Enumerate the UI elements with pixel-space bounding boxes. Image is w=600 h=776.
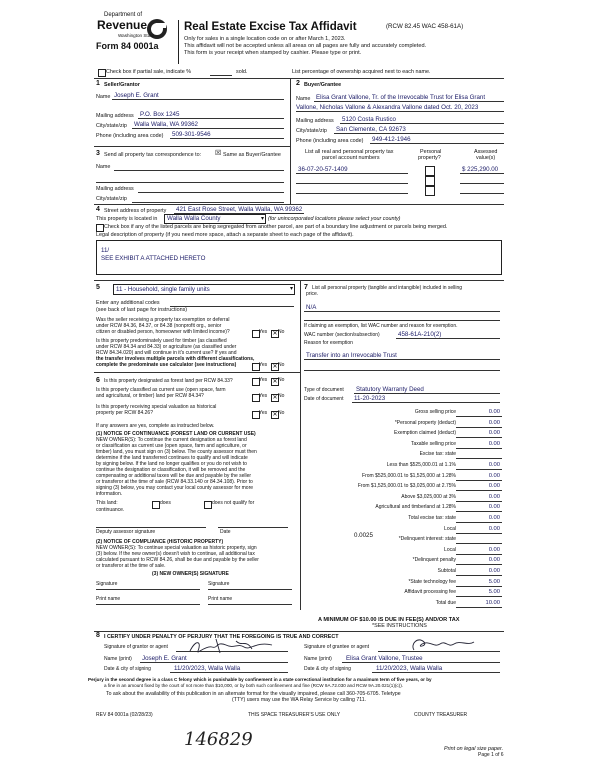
forest-q: Is this property designated as forest land per RCW 84.33? bbox=[104, 378, 233, 384]
new-owner-sig-label-2: Signature bbox=[208, 581, 230, 587]
segregated-label: Check box if any of the listed parcels are being segregated from another parcel, are part of a boundary line adjustment or parcels being merged. bbox=[104, 224, 448, 230]
sold-label: sold. bbox=[236, 69, 248, 75]
buyer-mail-label: Mailing address bbox=[296, 118, 334, 124]
minimum-due-note: A MINIMUM OF $10.00 IS DUE IN FEE(S) AND/OR TAX bbox=[318, 617, 460, 623]
buyer-city[interactable]: San Clemente, CA 92673 bbox=[336, 126, 406, 133]
same-as-buyer-label: Same as Buyer/Grantee bbox=[223, 152, 281, 158]
grantor-signature[interactable] bbox=[186, 637, 276, 655]
notice-line: timber) land, you must sign on (3) below. The county assessor must then bbox=[96, 449, 257, 455]
grantor-name[interactable]: Joseph E. Grant bbox=[142, 655, 187, 662]
section6-num: 6 bbox=[96, 377, 100, 384]
located-label: This property is located in bbox=[96, 216, 158, 222]
seller-name[interactable]: Joseph E. Grant bbox=[114, 92, 159, 99]
forest-no-checkbox[interactable]: ✕ bbox=[272, 379, 278, 385]
calc-row-value[interactable]: 0.00 bbox=[488, 419, 500, 426]
section4-num: 4 bbox=[96, 206, 100, 213]
personal-prop-value[interactable]: N/A bbox=[306, 304, 317, 311]
historic-yes-label: Yes bbox=[259, 410, 268, 416]
treasurer-use-only: THIS SPACE TREASURER'S USE ONLY bbox=[248, 712, 341, 718]
new-owner-print-1: Print name bbox=[96, 596, 121, 602]
notice2-title: (2) NOTICE OF COMPLIANCE (HISTORIC PROPERTY) bbox=[96, 539, 224, 545]
legal-line-1: 11/ bbox=[101, 247, 110, 254]
calc-row-label: Above $3,025,000 at 3% bbox=[401, 493, 456, 500]
new-owner-print-2: Print name bbox=[208, 596, 233, 602]
dept-line3: Washington State bbox=[118, 33, 155, 38]
notice-line: NEW OWNER(S): To continue the current designation as forest land bbox=[96, 437, 247, 443]
notice-line: or transferor at the time of sale. bbox=[96, 563, 166, 569]
buyer-mail[interactable]: 5120 Costa Rustico bbox=[342, 116, 396, 123]
continuance-label: continuance. bbox=[96, 507, 125, 513]
chevron-down-icon: ▾ bbox=[260, 216, 264, 222]
doc-date-value[interactable]: 11-20-2023 bbox=[354, 395, 386, 402]
local-rate: 0.0025 bbox=[354, 532, 373, 539]
header-note-2: This affidavit will not be accepted unless all areas on all pages are fully and accurately completed. bbox=[184, 43, 427, 49]
calc-row-value[interactable]: 0.00 bbox=[488, 493, 500, 500]
exemption-yes-label: Yes bbox=[259, 329, 268, 335]
calc-row-label: Local bbox=[444, 525, 456, 532]
grantee-name-label: Name (print) bbox=[304, 656, 332, 662]
seller-num: 1 bbox=[96, 80, 100, 87]
this-land-label: This land: bbox=[96, 500, 118, 506]
same-as-buyer-checkbox[interactable]: ☒ bbox=[215, 150, 222, 157]
calc-row-label: Total excise tax: state bbox=[408, 515, 456, 521]
page-number: Page 1 of 6 bbox=[478, 752, 504, 758]
parcel-number[interactable]: 36-07-20-57-1409 bbox=[298, 166, 348, 173]
timber-q-line2: under RCW 84.34 and 84.33) or agriculture (as classified under bbox=[96, 344, 237, 350]
does-not-checkbox[interactable] bbox=[204, 501, 212, 509]
assessed-header-2: value(s) bbox=[476, 155, 496, 161]
section3-num: 3 bbox=[96, 150, 100, 157]
doc-type-label: Type of document bbox=[304, 387, 344, 393]
legal-description-box[interactable] bbox=[96, 240, 502, 275]
calc-row-value[interactable]: 0.00 bbox=[488, 546, 500, 553]
timber-q-line3: RCW 84.34.020) and will continue in it's current use? If yes and bbox=[96, 350, 237, 356]
chevron-down-icon: ▾ bbox=[289, 286, 293, 292]
calc-row-label: Excise tax: state bbox=[419, 451, 456, 458]
assessed-value[interactable]: $ 225,290.00 bbox=[462, 166, 499, 173]
timber-no-label: No bbox=[278, 362, 285, 368]
notice-line: calculated pursuant to RCW 84.26, shall be due and payable by the seller bbox=[96, 557, 259, 563]
buyer-heading: Buyer/Grantee bbox=[304, 82, 342, 88]
personal-header-2: property? bbox=[418, 155, 441, 161]
notice-line: information. bbox=[96, 491, 123, 497]
parcels-header-2: parcel account numbers bbox=[322, 155, 380, 161]
new-owner-sig-label-1: Signature bbox=[96, 581, 118, 587]
forest-no-label: No bbox=[278, 377, 285, 383]
header-note-1: Only for sales in a single location code on or after March 1, 2023. bbox=[184, 36, 346, 42]
calc-row-value[interactable]: 0.00 bbox=[488, 409, 500, 415]
seller-city[interactable]: Walla Walla, WA 99362 bbox=[134, 121, 198, 128]
buyer-name-line2[interactable]: Vallone, Nicholas Vallone & Alexandra Vallone dated Oct. 20, 2023 bbox=[296, 104, 479, 111]
exemption-q-line3: citizen or disabled person, homeowner with limited income)? bbox=[96, 329, 230, 335]
notice-line: signing (3) below, you may contact your local county assessor for more bbox=[96, 485, 254, 491]
handwritten-number: 146829 bbox=[184, 729, 253, 750]
current-use-q-line2: and agricultural, or timber) land per RCW 84.34? bbox=[96, 393, 204, 399]
correspondence-label: Send all property tax correspondence to: bbox=[104, 152, 202, 158]
calc-row-label: Exemption claimed (deduct) bbox=[394, 430, 456, 437]
calc-row-value[interactable]: 0.00 bbox=[488, 440, 500, 447]
calc-row-label: Agricultural and timberland at 1.28% bbox=[375, 504, 456, 511]
current-use-no-checkbox[interactable]: ✕ bbox=[272, 395, 278, 401]
notice-line: continue the designation or classification, it will be removed and the bbox=[96, 467, 246, 473]
does-label: does bbox=[160, 500, 171, 506]
notice-line: (3) below. If the new owner(s) doesn't wish to continue, all additional tax bbox=[96, 551, 255, 557]
street-label: Street address of property bbox=[104, 208, 167, 214]
seller-phone-label: Phone (including area code) bbox=[96, 133, 164, 139]
historic-q-line1: Is this property receiving special valuation as historical bbox=[96, 404, 217, 410]
timber-yes-label: Yes bbox=[259, 362, 268, 368]
notice-line: or classification as current use (open space, farm and agriculture, or bbox=[96, 443, 247, 449]
county-value: Walla Walla County bbox=[167, 215, 221, 222]
form-number: Form 84 0001a bbox=[96, 41, 159, 51]
personal-property-checkbox-3[interactable] bbox=[425, 186, 435, 196]
corr-name-label: Name bbox=[96, 164, 111, 170]
personal-prop-label-2: price. bbox=[306, 291, 319, 297]
does-checkbox[interactable] bbox=[152, 501, 160, 509]
reason-value[interactable]: Transfer into an Irrevocable Trust bbox=[306, 352, 397, 359]
does-not-label: does not qualify for bbox=[212, 500, 255, 506]
calc-row-label: Local bbox=[444, 546, 456, 553]
personal-header-1: Personal bbox=[420, 149, 442, 155]
calc-row-label: *State technology fee bbox=[408, 578, 456, 585]
perjury-line-2: a fine in an amount fixed by the court of not more than $10,000, or by both such confinement and fine (RCW 9A.72.030 and RCW 9A.20.021(1)(c)). bbox=[104, 683, 404, 688]
unincorporated-note: (for unincorporated locations please select your county) bbox=[268, 216, 401, 222]
alt-format-line-1: To ask about the availability of this publication in an alternate format for the visually impaired, please call 360-705-6705. Teletype bbox=[106, 691, 401, 697]
perjury-line-1: Perjury in the second degree is a class C felony which is punishable by confinement in a state correctional institution for a maximum term of five years, or by bbox=[88, 677, 432, 682]
seller-mail[interactable]: P.O. Box 1245 bbox=[140, 111, 180, 118]
calc-row-value[interactable]: 0.00 bbox=[488, 568, 500, 574]
calc-row-value[interactable]: 0.00 bbox=[488, 430, 500, 437]
any-yes-note: If any answers are yes, complete as instructed below. bbox=[96, 423, 215, 429]
deputy-date-label: Date bbox=[220, 529, 231, 535]
historic-q-line2: property per RCW 84.26? bbox=[96, 410, 153, 416]
header-note-3: This form is your receipt when stamped by cashier. Please type or print. bbox=[184, 50, 362, 56]
personal-property-checkbox-2[interactable] bbox=[425, 176, 435, 186]
exemption-no-checkbox[interactable]: ✕ bbox=[272, 331, 278, 337]
notice-line: by signing below. If the land no longer qualifies or you do not wish to bbox=[96, 461, 247, 467]
seller-heading: Seller/Grantor bbox=[104, 82, 140, 88]
timber-no-checkbox[interactable]: ✕ bbox=[272, 364, 278, 370]
notice-line: or transferor at the time of sale (RCW 84.33.140 or 84.34.108). Prior to bbox=[96, 479, 253, 485]
timber-q-line1: Is this property predominately used for timber (as classified bbox=[96, 338, 227, 344]
buyer-name-label: Name bbox=[296, 96, 311, 102]
revision-number: REV 84 0001a (02/28/23) bbox=[96, 712, 153, 718]
exemption-no-label: No bbox=[278, 329, 285, 335]
buyer-name-line1[interactable]: Elisa Grant Vallone, Tr. of the Irrevocable Trust for Elisa Grant bbox=[316, 94, 486, 101]
personal-prop-label-1: List all personal property (tangible and intangible) included in selling bbox=[312, 285, 463, 291]
exemption-q-line2: under RCW 84.36, 84.37, or 84.38 (nonprofit org., senior bbox=[96, 323, 222, 329]
personal-property-checkbox-1[interactable] bbox=[425, 166, 435, 176]
calc-row-value[interactable]: 0.00 bbox=[488, 462, 500, 468]
parcels-header-1: List all real and personal property tax bbox=[305, 149, 394, 155]
calc-row-label: From $525,000.01 to $1,525,000 at 1.28% bbox=[362, 472, 456, 479]
grantor-date-label: Date & city of signing bbox=[104, 666, 151, 672]
seller-mail-label: Mailing address bbox=[96, 113, 134, 119]
exempt-claim-label: If claiming an exemption, list WAC number and reason for exemption. bbox=[304, 323, 458, 329]
grantee-sig-label: Signature of grantee or agent bbox=[304, 644, 370, 650]
tax-calculation bbox=[304, 406, 502, 616]
notice1-title: (1) NOTICE OF CONTINUANCE (FOREST LAND OR CURRENT USE) bbox=[96, 431, 256, 437]
calc-row-value[interactable]: 0.00 bbox=[488, 504, 500, 511]
deputy-sig-label: Deputy assessor signature bbox=[96, 529, 156, 535]
calc-row-value[interactable]: 0.00 bbox=[488, 557, 500, 564]
notice-line: compensating or additional taxes will be due and payable by the seller bbox=[96, 473, 252, 479]
calc-row-label: *Personal property (deduct) bbox=[394, 419, 456, 426]
calc-row-value[interactable]: 5.00 bbox=[488, 589, 500, 596]
grantee-date-label: Date & city of signing bbox=[304, 666, 351, 672]
wac-label: WAC number (section/subsection) bbox=[304, 332, 380, 338]
calc-row-label: Gross selling price bbox=[414, 409, 456, 415]
calc-row-label: Total due bbox=[435, 599, 456, 606]
calc-row-label: Affidavit processing fee bbox=[404, 589, 456, 596]
alt-format-line-2: (TTY) users may use the WA Relay Service by calling 711. bbox=[232, 697, 367, 703]
doc-date-label: Date of document bbox=[304, 396, 344, 402]
partial-sale-checkbox[interactable] bbox=[98, 69, 106, 77]
assessed-header-1: Assessed bbox=[474, 149, 498, 155]
certify-statement: I CERTIFY UNDER PENALTY OF PERJURY THAT THE FOREGOING IS TRUE AND CORRECT bbox=[104, 634, 339, 640]
see-back-label: (see back of last page for instructions) bbox=[96, 307, 188, 313]
buyer-city-label: City/state/zip bbox=[296, 128, 327, 134]
calc-row-value[interactable]: 0.00 bbox=[488, 483, 500, 490]
calc-row-label: From $1,525,000.01 to $3,025,000 at 2.75% bbox=[357, 483, 456, 490]
notice-line: NEW OWNER(S): To continue special valuation as historic property, sign bbox=[96, 545, 257, 551]
legal-line-2: SEE EXHIBIT A ATTACHED HERETO bbox=[101, 255, 206, 262]
county-treasurer: COUNTY TREASURER bbox=[414, 712, 468, 718]
seller-name-label: Name bbox=[96, 94, 111, 100]
timber-q-line5: complete the predominate use calculator (see instructions) bbox=[96, 362, 237, 368]
grantor-name-label: Name (print) bbox=[104, 656, 132, 662]
seller-phone[interactable]: 509-301-9546 bbox=[172, 131, 211, 138]
historic-no-checkbox[interactable]: ✕ bbox=[272, 412, 278, 418]
property-street[interactable]: 421 East Rose Street, Walla Walla, WA 99362 bbox=[176, 206, 303, 213]
grantee-date-city[interactable]: 11/20/2023, Walla Walla bbox=[376, 665, 443, 672]
calc-row-label: Subtotal bbox=[437, 568, 456, 574]
calc-row-label: Taxable selling price bbox=[410, 440, 456, 447]
timber-q-line4: the transfer involves multiple parcels with different classifications, bbox=[96, 356, 255, 362]
new-owner-sig-title: (3) NEW OWNER(S) SIGNATURE bbox=[152, 571, 229, 577]
historic-no-label: No bbox=[278, 410, 285, 416]
dept-line2: Revenue bbox=[97, 18, 148, 32]
buyer-num: 2 bbox=[296, 80, 300, 87]
segregated-checkbox[interactable] bbox=[96, 224, 104, 232]
county-select[interactable] bbox=[164, 214, 266, 224]
buyer-phone[interactable]: 949-412-1946 bbox=[372, 136, 411, 143]
legal-description-label: Legal description of property (if you need more space, attach a separate sheet to each page of the affidavit). bbox=[96, 232, 354, 238]
calc-row-label: Less than $525,000.01 at 1.1% bbox=[386, 462, 456, 468]
grantor-sig-label: Signature of grantor or agent bbox=[104, 644, 168, 650]
additional-codes-label: Enter any additional codes bbox=[96, 300, 160, 306]
seller-city-label: City/state/zip bbox=[96, 123, 127, 129]
calc-row-value[interactable]: 10.00 bbox=[485, 599, 500, 606]
calc-row-label: *Delinquent interest: state bbox=[398, 536, 456, 543]
wac-value[interactable]: 458-61A-210(2) bbox=[398, 331, 442, 338]
current-use-no-label: No bbox=[278, 393, 285, 399]
calc-row-value[interactable]: 5.00 bbox=[488, 578, 500, 585]
corr-city-label: City/state/zip bbox=[96, 196, 127, 202]
grantee-signature[interactable] bbox=[408, 634, 478, 654]
section8-num: 8 bbox=[96, 632, 100, 639]
section5-num: 5 bbox=[96, 284, 100, 291]
list-percentage-note: List percentage of ownership acquired next to each name. bbox=[292, 69, 431, 75]
reason-label: Reason for exemption bbox=[304, 340, 353, 346]
doc-type-value[interactable]: Statutory Warranty Deed bbox=[356, 386, 424, 393]
current-use-q-line1: Is this property classified as current use (open space, farm bbox=[96, 387, 226, 393]
calc-row-value[interactable]: 0.00 bbox=[488, 525, 500, 532]
buyer-phone-label: Phone (including area code) bbox=[296, 138, 364, 144]
legal-paper-note: Print on legal size paper. bbox=[444, 746, 504, 752]
corr-mail-label: Mailing address bbox=[96, 186, 134, 192]
calc-row-value[interactable]: 0.00 bbox=[488, 515, 500, 521]
calc-row-label: *Delinquent penalty bbox=[412, 557, 456, 564]
exemption-q-line1: Was the seller receiving a property tax exemption or deferral bbox=[96, 317, 230, 323]
calc-row-value[interactable]: 0.00 bbox=[488, 472, 500, 479]
form-title: Real Estate Excise Tax Affidavit bbox=[184, 21, 357, 33]
notice-line: determine if the land transferred continues to qualify and will indicate bbox=[96, 455, 248, 461]
see-instructions: *SEE INSTRUCTIONS bbox=[372, 623, 427, 629]
use-code-select[interactable] bbox=[113, 284, 295, 295]
dept-line1: Department of bbox=[104, 12, 143, 18]
forest-yes-label: Yes bbox=[259, 377, 268, 383]
grantor-date-city[interactable]: 11/20/2023, Walla Walla bbox=[174, 665, 241, 672]
section7-num: 7 bbox=[304, 284, 308, 291]
partial-sale-label: Check box if partial sale, indicate % bbox=[106, 69, 192, 75]
grantee-name[interactable]: Elisa Grant Vallone, Trustee bbox=[346, 655, 423, 662]
rcw-reference: (RCW 82.45 WAC 458-61A) bbox=[386, 23, 464, 30]
use-code-value: 11 - Household, single family units bbox=[116, 286, 210, 293]
current-use-yes-label: Yes bbox=[259, 393, 268, 399]
